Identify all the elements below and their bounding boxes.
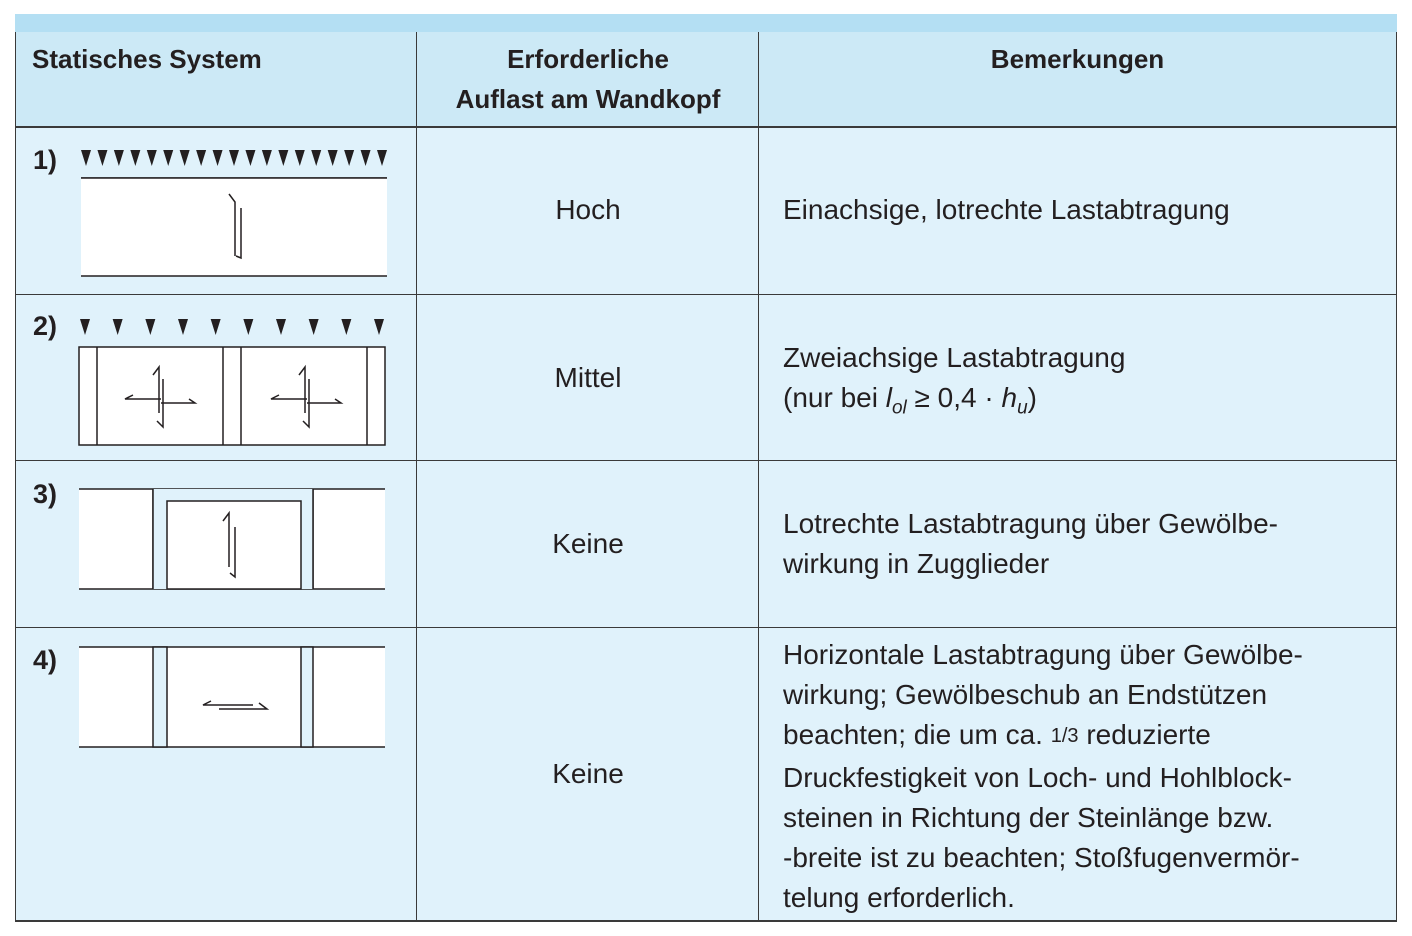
load-triangle [178, 319, 188, 335]
load-triangle [341, 319, 351, 335]
table-border-bottom [15, 920, 1397, 922]
row-number-2: 2) [33, 311, 58, 341]
remark-line: wirkung; Gewölbeschub an Endstützen [783, 679, 1268, 710]
remark-line3-suffix: reduzierte [1078, 719, 1211, 750]
top-accent-bar [15, 14, 1397, 32]
load-triangle [374, 319, 384, 335]
header-statisches-system: Statisches System [32, 44, 262, 74]
remark-line: wirkung in Zugglieder [783, 548, 1050, 579]
row-4-remark [783, 635, 1303, 918]
load-triangle [361, 150, 371, 166]
row-2-load: Mittel [554, 362, 622, 393]
static-systems-table [15, 32, 1397, 922]
load-triangle [147, 150, 157, 166]
load-triangle [295, 150, 305, 166]
load-triangle [213, 150, 223, 166]
formula-var-h: h [1001, 382, 1018, 413]
table-border-right [1396, 32, 1397, 922]
remark-line: steinen in Richtung der Steinlänge bzw. [783, 802, 1274, 833]
load-triangle [97, 150, 107, 166]
load-triangle [80, 319, 90, 335]
remark-line: telung erforderlich. [783, 882, 1015, 913]
load-triangle [377, 150, 387, 166]
load-triangle [113, 319, 123, 335]
load-triangle [196, 150, 206, 166]
remark-formula [783, 378, 1125, 429]
load-triangle [180, 150, 190, 166]
diagram-arch-vertical [77, 487, 389, 593]
fraction-one-third: 1/3 [1050, 725, 1079, 747]
load-triangle [276, 319, 286, 335]
load-triangle [81, 150, 91, 166]
load-triangle [163, 150, 173, 166]
diagram-arch-horizontal [77, 645, 389, 751]
row-number-4: 4) [33, 645, 58, 675]
row-number-1: 1) [33, 145, 58, 175]
load-triangle [311, 150, 321, 166]
header-auflast-line1: Erforderliche [507, 44, 669, 74]
row-divider-1 [15, 294, 1397, 295]
row-3-remark [783, 504, 1278, 584]
load-triangle [229, 150, 239, 166]
formula-prefix: (nur bei [783, 382, 886, 413]
formula-middle: ≥ 0,4 · [906, 382, 1002, 413]
remark-line: Druckfestigkeit von Loch- und Hohlblock- [783, 762, 1292, 793]
load-triangle [262, 150, 272, 166]
load-triangle [211, 319, 221, 335]
remark-line: Horizontale Lastabtragung über Gewölbe- [783, 639, 1303, 670]
remark-line-fraction [783, 715, 1303, 758]
row-1-remark [783, 190, 1230, 230]
diagram-biaxial [77, 315, 389, 449]
header-erforderliche-auflast [417, 39, 759, 119]
remark-line: Zweiachsige Lastabtragung [783, 342, 1126, 373]
remark-line: -breite ist zu beachten; Stoßfugenvermör- [783, 842, 1300, 873]
row-divider-2 [15, 460, 1397, 461]
header-auflast-line2: Auflast am Wandkopf [455, 84, 721, 114]
row-1-load: Hoch [555, 194, 621, 225]
load-triangle [344, 150, 354, 166]
remark-line: Lotrechte Lastabtragung über Gewölbe- [783, 508, 1278, 539]
formula-sub-ol: ol [891, 397, 907, 419]
table-border-left [15, 32, 16, 922]
load-triangle [114, 150, 124, 166]
row-divider-3 [15, 627, 1397, 628]
row-2-remark [783, 338, 1125, 429]
formula-var-l: l [885, 382, 892, 413]
formula-suffix: ) [1027, 382, 1037, 413]
load-triangle [278, 150, 288, 166]
row-4-load: Keine [552, 758, 624, 789]
load-triangle [309, 319, 319, 335]
load-triangle [243, 319, 253, 335]
row-3-load: Keine [552, 528, 624, 559]
load-triangle [130, 150, 140, 166]
formula-sub-u: u [1017, 397, 1028, 419]
load-triangle [145, 319, 155, 335]
row-number-3: 3) [33, 479, 58, 509]
load-triangle [245, 150, 255, 166]
load-triangle [328, 150, 338, 166]
remark-line: Einachsige, lotrechte Lastabtragung [783, 194, 1230, 225]
remark-line3-prefix: beachten; die um ca. [783, 719, 1051, 750]
header-bemerkungen: Bemerkungen [990, 44, 1165, 74]
diagram-uniaxial-vertical [79, 146, 391, 280]
header-divider [15, 126, 1397, 128]
